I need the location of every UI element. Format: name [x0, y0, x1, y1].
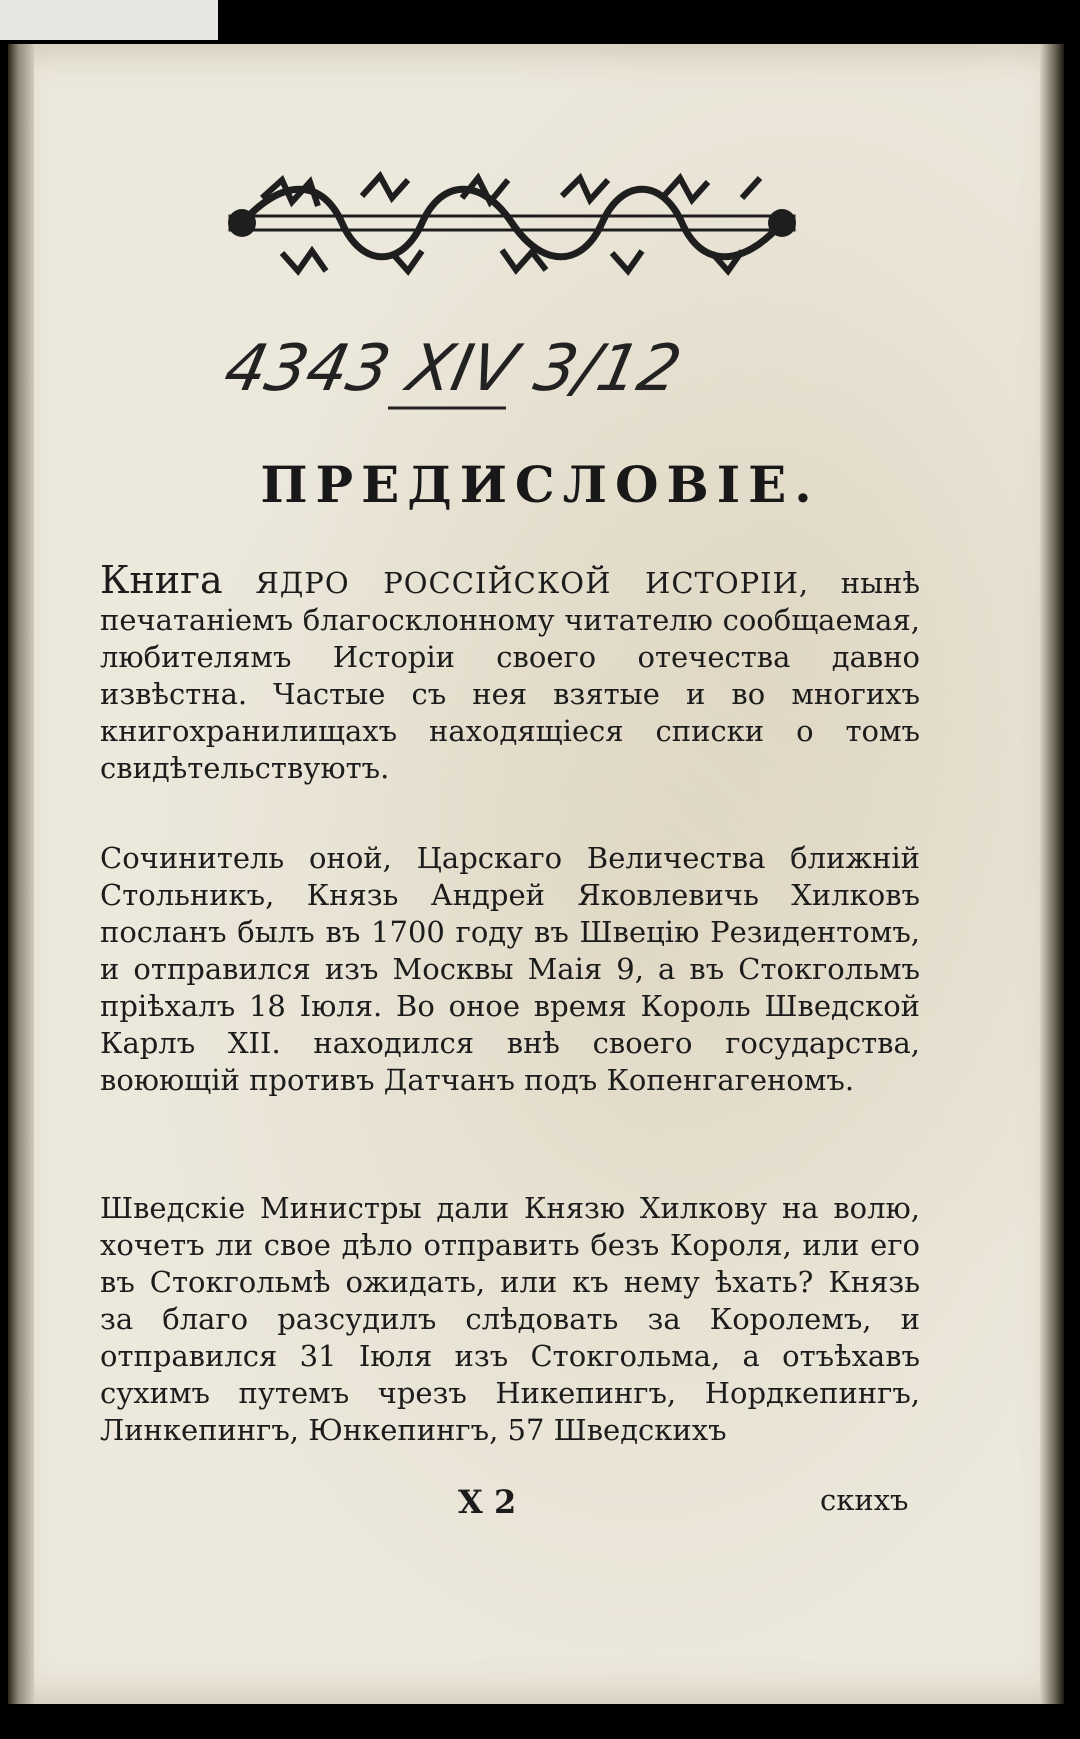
catchword: скихъ	[820, 1483, 909, 1517]
svg-text:4343 XIV 3/12: 4343 XIV 3/12	[218, 331, 688, 406]
paragraph-2	[100, 840, 920, 1099]
opening-word: Книга	[100, 558, 223, 602]
page-title: ПРЕДИСЛОВІЕ.	[260, 455, 820, 514]
paragraph-1	[100, 558, 920, 787]
book-title-inline: ЯДРО РОССІЙСКОЙ ИСТОРІИ	[255, 566, 799, 600]
top-strip	[0, 0, 218, 40]
headpiece-ornament	[222, 168, 802, 278]
page-right-edge	[1040, 44, 1064, 1704]
paragraph-3-text: Шведскiе Министры дали Князю Хилкову на волю, хочетъ ли свое дѣло отправить безъ Короля, или его въ Стокгольмѣ ожидать, или къ нему ѣхать? Князь за благо разсудилъ слѣдовать за Королемъ, и отправился 31 Iюля изъ Стокгольма, а отъѣхавъ сухимъ путемъ чрезъ Никепингъ, Нордкепингъ, Линкепингъ, Юнкепингъ, 57 Шведскихъ	[100, 1191, 920, 1447]
signature-mark: Х 2	[458, 1483, 517, 1521]
page-binding-edge	[8, 44, 34, 1704]
paragraph-3	[100, 1190, 920, 1449]
paragraph-2-text: Сочинитель оной, Царскаго Величества ближнiй Стольникъ, Князь Андрей Яковлевичь Хилковъ посланъ былъ въ 1700 году въ Швецiю Резидентомъ, и отправился изъ Москвы Маiя 9, а въ Стокгольмъ прiѣхалъ 18 Iюля. Во оное время Король Шведской Карлъ XII. находился внѣ своего государства, воюющiй противъ Датчанъ подъ Копенгагеномъ.	[100, 841, 920, 1097]
handwritten-catalog-mark	[218, 312, 688, 422]
paragraph-1-text: , нынѣ печатанiемъ благосклонному читателю сообщаемая, любителямъ Исторiи своего отечества давно извѣстна. Частые съ нея взятые и во многихъ книгохранилищахъ находящiеся списки о томъ свидѣтельствуютъ.	[100, 566, 920, 785]
